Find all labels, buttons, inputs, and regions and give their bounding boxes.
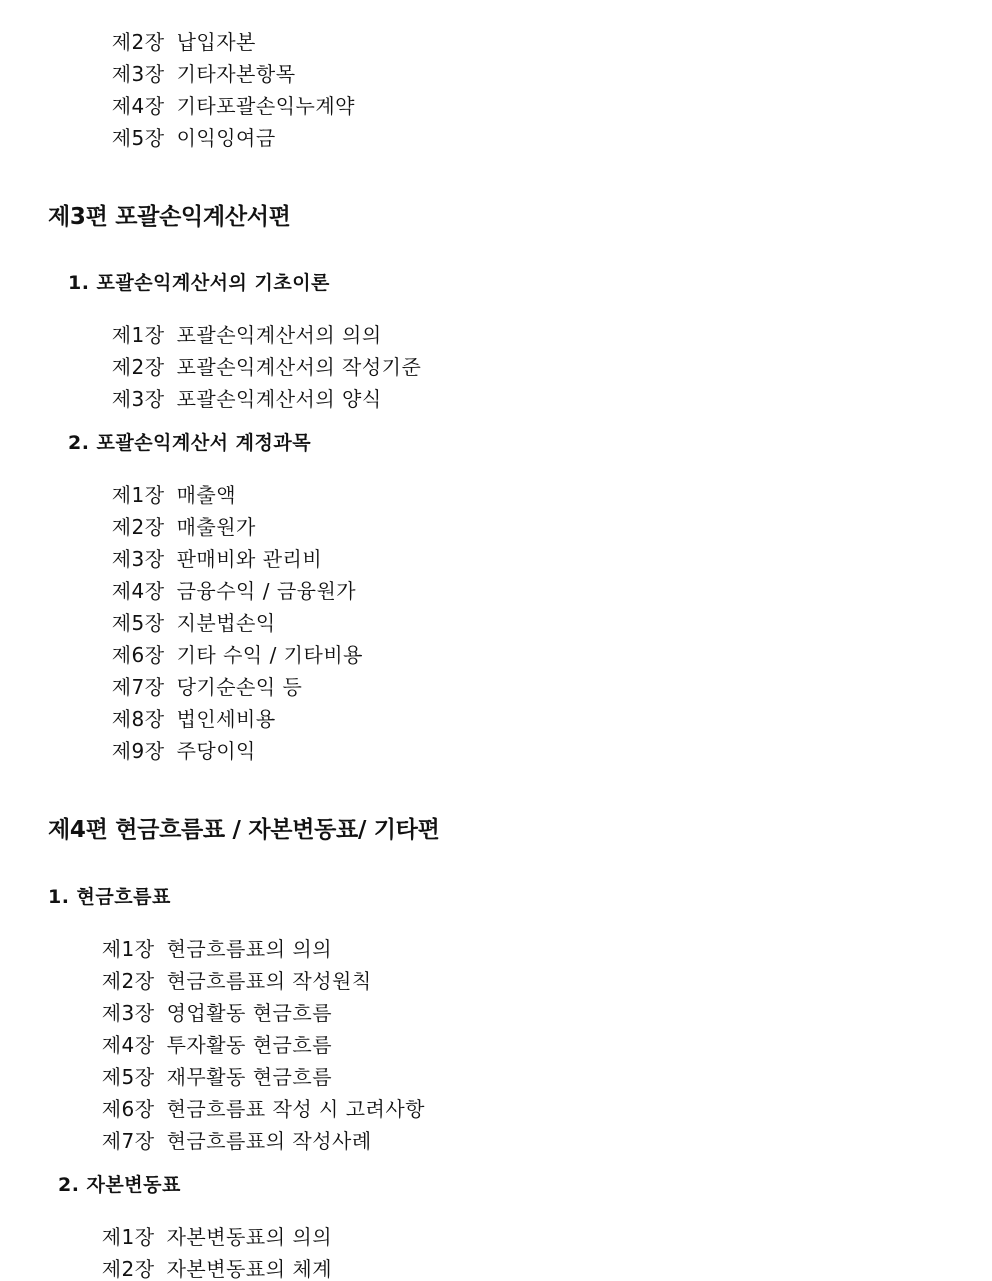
chapter-number: 제5장 bbox=[111, 126, 165, 150]
section-heading: 1. 현금흐름표 bbox=[48, 886, 171, 908]
toc-chapter bbox=[88, 1239, 332, 1279]
chapter-number: 제2장 bbox=[111, 355, 165, 379]
chapter-number: 제6장 bbox=[111, 643, 165, 667]
chapter-number: 제5장 bbox=[111, 611, 165, 635]
chapter-title: 영업활동 현금흐름 bbox=[166, 1001, 333, 1025]
chapter-number: 제1장 bbox=[101, 937, 155, 961]
chapter-title: 현금흐름표 작성 시 고려사항 bbox=[166, 1097, 426, 1121]
chapter-number: 제2장 bbox=[101, 969, 155, 993]
section-heading: 2. 자본변동표 bbox=[58, 1174, 181, 1196]
chapter-number: 제3장 bbox=[111, 62, 165, 86]
chapter-number: 제7장 bbox=[111, 675, 165, 699]
chapter-title: 포괄손익계산서의 양식 bbox=[176, 387, 382, 411]
chapter-title: 금융수익 / 금융원가 bbox=[176, 579, 357, 603]
chapter-number: 제3장 bbox=[101, 1001, 155, 1025]
part-title: 제3편 포괄손익계산서편 bbox=[48, 204, 291, 230]
chapter-title: 납입자본 bbox=[176, 30, 256, 54]
chapter-number: 제6장 bbox=[101, 1097, 155, 1121]
chapter-number: 제5장 bbox=[101, 1065, 155, 1089]
chapter-title: 판매비와 관리비 bbox=[176, 547, 323, 571]
chapter-title: 포괄손익계산서의 작성기준 bbox=[176, 355, 422, 379]
chapter-title: 지분법손익 bbox=[176, 611, 276, 635]
chapter-title: 법인세비용 bbox=[176, 707, 276, 731]
chapter-title: 기타자본항목 bbox=[176, 62, 296, 86]
chapter-number: 제2장 bbox=[111, 515, 165, 539]
chapter-title: 현금흐름표의 의의 bbox=[166, 937, 333, 961]
chapter-number: 제4장 bbox=[111, 94, 165, 118]
section-heading: 2. 포괄손익계산서 계정과목 bbox=[68, 432, 312, 454]
toc-chapter bbox=[98, 721, 256, 761]
chapter-number: 제9장 bbox=[111, 739, 165, 763]
chapter-number: 제1장 bbox=[111, 323, 165, 347]
chapter-title: 매출원가 bbox=[176, 515, 256, 539]
chapter-number: 제1장 bbox=[101, 1225, 155, 1249]
chapter-number: 제2장 bbox=[101, 1257, 155, 1281]
chapter-title: 투자활동 현금흐름 bbox=[166, 1033, 333, 1057]
chapter-title: 이익잉여금 bbox=[176, 126, 276, 150]
chapter-title: 재무활동 현금흐름 bbox=[166, 1065, 333, 1089]
chapter-number: 제3장 bbox=[111, 387, 165, 411]
chapter-number: 제1장 bbox=[111, 483, 165, 507]
chapter-title: 자본변동표의 의의 bbox=[166, 1225, 333, 1249]
chapter-title: 기타 수익 / 기타비용 bbox=[176, 643, 363, 667]
chapter-number: 제4장 bbox=[101, 1033, 155, 1057]
chapter-title: 기타포괄손익누계약 bbox=[176, 94, 355, 118]
chapter-title: 매출액 bbox=[176, 483, 237, 507]
chapter-title: 현금흐름표의 작성사례 bbox=[166, 1129, 372, 1153]
chapter-number: 제3장 bbox=[111, 547, 165, 571]
chapter-title: 자본변동표의 체계 bbox=[166, 1257, 333, 1281]
chapter-title: 현금흐름표의 작성원칙 bbox=[166, 969, 372, 993]
chapter-number: 제4장 bbox=[111, 579, 165, 603]
chapter-title: 포괄손익계산서의 의의 bbox=[176, 323, 382, 347]
chapter-number: 제8장 bbox=[111, 707, 165, 731]
chapter-number: 제7장 bbox=[101, 1129, 155, 1153]
chapter-title: 주당이익 bbox=[176, 739, 256, 763]
part-title: 제4편 현금흐름표 / 자본변동표/ 기타편 bbox=[48, 817, 440, 843]
chapter-title: 당기순손익 등 bbox=[176, 675, 303, 699]
section-heading: 1. 포괄손익계산서의 기초이론 bbox=[68, 272, 330, 294]
toc-chapter bbox=[98, 369, 382, 409]
chapter-number: 제2장 bbox=[111, 30, 165, 54]
toc-chapter bbox=[98, 108, 276, 148]
toc-chapter bbox=[88, 1111, 372, 1151]
